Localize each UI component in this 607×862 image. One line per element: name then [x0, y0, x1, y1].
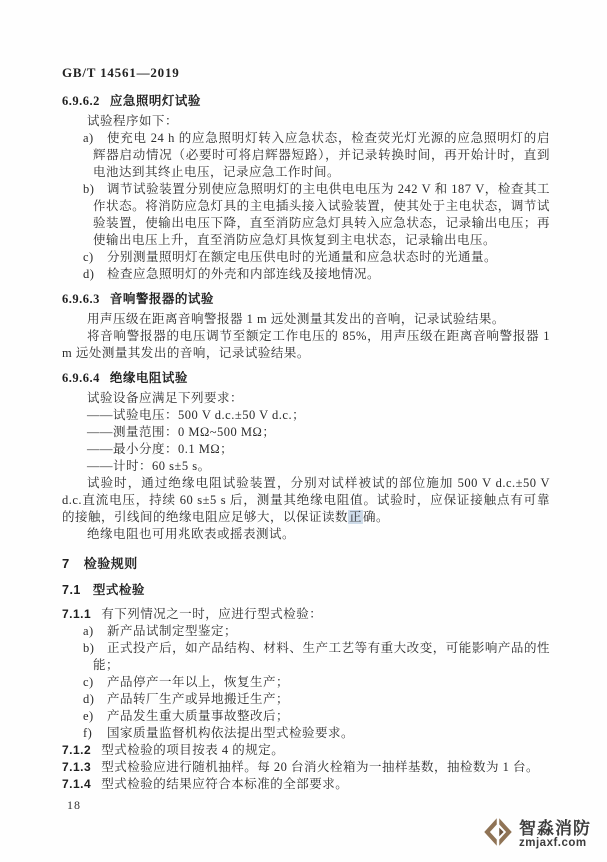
item-text: 分别测量照明灯在额定电压供电时的光通量和应急状态时的光通量。 [107, 250, 498, 264]
list-item [62, 708, 550, 725]
item-text: 国家质量监督机构依法提出型式检验要求。 [107, 726, 355, 740]
section-title: 应急照明灯试验 [109, 94, 201, 108]
item-text: 产品转厂生产或异地搬迁生产； [107, 692, 290, 706]
brand-diamond-logo-icon [483, 817, 513, 852]
logo-inner-triangle [499, 828, 503, 837]
item-label: a) [83, 624, 94, 638]
item-label: d) [83, 692, 95, 706]
section-heading-6964 [62, 370, 550, 387]
item-text: 产品发生重大质量事故整改后； [107, 709, 290, 723]
item-label: b) [83, 182, 95, 196]
clause-text: 型式检验的结果应符合本标准的全部要求。 [101, 777, 349, 791]
paragraph: 用声压级在距离音响警报器 1 m 远处测量其发出的音响，记录试验结果。 [87, 312, 505, 326]
brand-name: 智淼消防 [519, 818, 591, 838]
chapter-number: 7 [62, 556, 70, 571]
clause-text: 型式检验应进行随机抽样。每 20 台消火栓箱为一抽样基数，抽检数为 1 台。 [101, 760, 539, 774]
item-text: 新产品试制定型鉴定； [107, 624, 238, 638]
list-item [62, 249, 550, 266]
section-heading-6962 [62, 93, 550, 110]
section-title: 型式检验 [92, 583, 145, 597]
dash-item: ——最小分度：0.1 MΩ； [87, 442, 234, 456]
clause-number: 7.1.1 [62, 607, 92, 621]
clause-number: 7.1.4 [62, 777, 92, 791]
section-number: 6.9.6.2 [62, 94, 100, 108]
clause-number: 7.1.3 [62, 760, 92, 774]
section-heading-71 [62, 582, 550, 599]
list-item [62, 266, 550, 283]
paragraph: 将音响警报器的电压调节至额定工作电压的 85%，用声压级在距离音响警报器 1 m 远处测量其发出的音响，记录试验结果。 [62, 329, 550, 360]
list-item [62, 725, 550, 742]
clause-711 [62, 606, 550, 623]
clause-number: 7.1.2 [62, 743, 92, 757]
clause-text: 型式检验的项目按表 4 的规定。 [101, 743, 285, 757]
clause-text: 有下列情况之一时，应进行型式检验： [101, 607, 323, 621]
item-label: f) [83, 726, 93, 740]
item-label: b) [83, 641, 95, 655]
item-label: e) [83, 709, 94, 723]
section-title: 音响警报器的试验 [109, 292, 214, 306]
paragraph-text: 试验时，通过绝缘电阻试验装置，分别对试样被试的部位施加 500 V d.c.±50 V d.c.直流电压，持续 60 s±5 s 后，测量其绝缘电阻值。试验时，应保证接触点有可靠的接触，引线间的绝缘电阻应足够大，以保证读数 [62, 476, 550, 524]
paragraph-text: 确。 [363, 510, 390, 524]
list-item [62, 640, 550, 674]
dash-item: ——试验电压：500 V d.c.±50 V d.c.； [87, 408, 306, 422]
item-text: 使充电 24 h 的应急照明灯转入应急状态，检查荧光灯光源的应急照明灯的启辉器启动情况（必要时可将启辉器短路），并记录转换时间，再开始计时，直到电池达到其终止电压，记录应急工作时间。 [93, 131, 550, 179]
watermark [483, 817, 591, 852]
logo-left-chevron [484, 818, 497, 846]
section-title: 绝缘电阻试验 [109, 371, 188, 385]
page-number: 18 [67, 798, 81, 812]
procedure-intro: 试验程序如下： [87, 114, 179, 128]
type-inspection-list [62, 623, 550, 742]
page-content [62, 64, 550, 814]
section-number: 6.9.6.3 [62, 292, 100, 306]
brand-site-url: zmjaxf.com [519, 837, 587, 850]
requirements-intro: 试验设备应满足下列要求： [87, 391, 244, 405]
item-label: c) [83, 675, 94, 689]
item-text: 调节试验装置分别使应急照明灯的主电供电电压为 242 V 和 187 V，检查其工作状态。将消防应急灯具的主电插头接入试验装置，使其处于主电状态，调节试验装置，使输出电压下降，直至消防应急灯具转入应急状态，记录输出电压；再使输出电压上升，直至消防应急灯具恢复到主电状态，记录输出电压。 [93, 182, 550, 247]
list-item [62, 130, 550, 181]
watermark-text [519, 820, 591, 850]
item-label: a) [83, 131, 94, 145]
item-label: d) [83, 267, 95, 281]
section-heading-6963 [62, 291, 550, 308]
item-text: 检查应急照明灯的外壳和内部连线及接地情况。 [107, 267, 381, 281]
list-item [62, 181, 550, 249]
item-text: 产品停产一年以上，恢复生产； [107, 675, 290, 689]
list-item [62, 691, 550, 708]
dash-item: ——计时：60 s±5 s。 [87, 459, 211, 473]
list-item [62, 674, 550, 691]
highlighted-character: 正 [349, 510, 363, 524]
list-item [62, 623, 550, 640]
clause-713 [62, 759, 550, 776]
dash-item: ——测量范围：0 MΩ~500 MΩ； [87, 425, 276, 439]
clause-712 [62, 742, 550, 759]
paragraph: 绝缘电阻也可用兆欧表或摇表测试。 [87, 527, 296, 541]
chapter-heading-7 [62, 555, 550, 572]
section-number: 6.9.6.4 [62, 371, 100, 385]
section-number: 7.1 [62, 583, 81, 597]
clause-714 [62, 776, 550, 793]
standard-number-header: GB/T 14561—2019 [62, 65, 180, 80]
item-text: 正式投产后，如产品结构、材料、生产工艺等有重大改变，可能影响产品的性能； [93, 641, 550, 672]
insulation-test-paragraph [62, 475, 550, 526]
procedure-list [62, 130, 550, 283]
item-label: c) [83, 250, 94, 264]
chapter-title: 检验规则 [83, 556, 138, 571]
